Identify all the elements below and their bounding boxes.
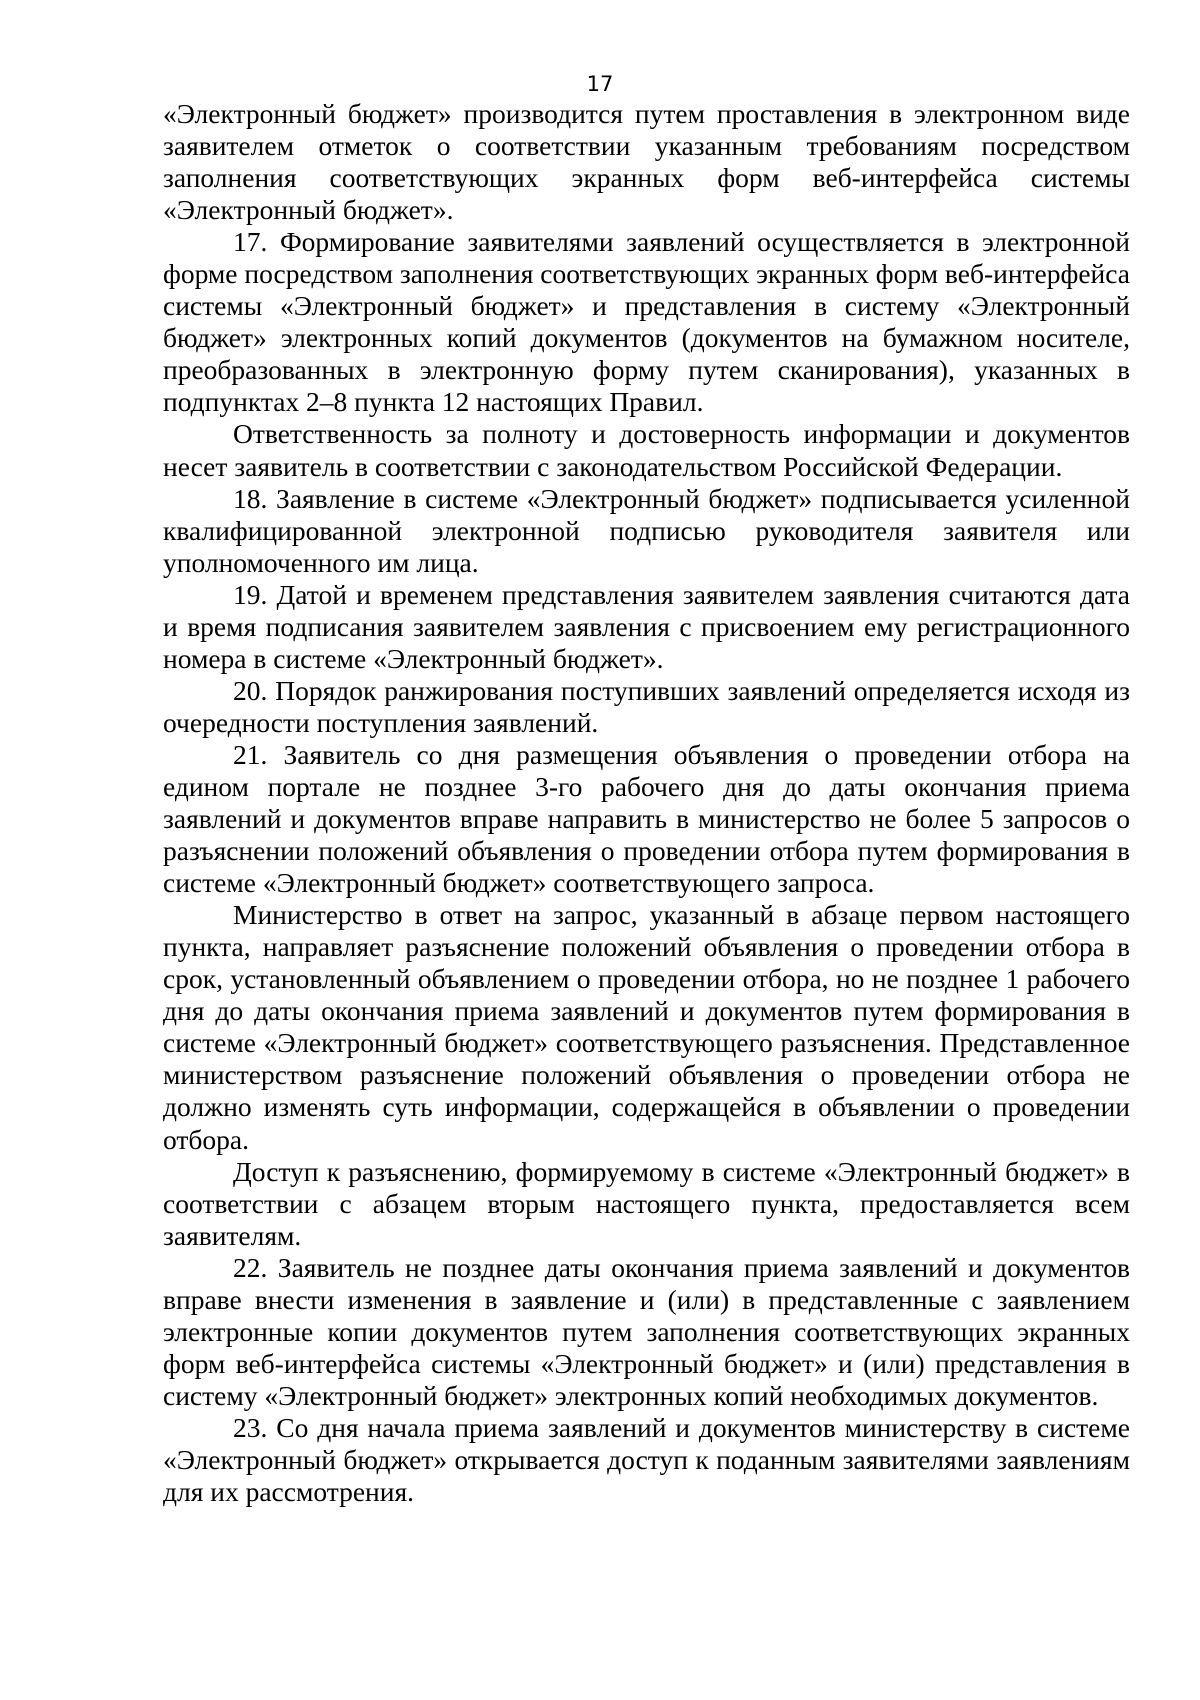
paragraph-ministry-response: Министерство в ответ на запрос, указанный в абзаце первом настоящего пункта, направляет разъяснение положений объявления о проведении отбора в срок, установленный объявлением о проведении отбора, но не позднее 1 рабочего дня до даты окончания приема заявлений и документов путем формирования в системе «Электронный бюджет» соответствующего разъяснения. Представленное министерством разъяснение положений объявления о проведении отбора не должно изменять суть информации, содержащейся в объявлении о проведении отбора. [163, 899, 1130, 1155]
paragraph-item-23: 23. Со дня начала приема заявлений и документов министерству в системе «Электронный бюджет» открывается доступ к поданным заявителями заявлениям для их рассмотрения. [163, 1411, 1130, 1508]
paragraph-item-21: 21. Заявитель со дня размещения объявления о проведении отбора на едином портале не позднее 3-го рабочего дня до даты окончания приема заявлений и документов вправе направить в министерство не более 5 запросов о разъяснении положений объявления о проведении отбора путем формирования в системе «Электронный бюджет» соответствующего запроса. [163, 738, 1130, 899]
paragraph-continuation: «Электронный бюджет» производится путем проставления в электронном виде заявителем отметок о соответствии указанным требованиям посредством заполнения соответствующих экранных форм веб-интерфейса системы «Электронный бюджет». [163, 98, 1130, 226]
paragraph-item-17: 17. Формирование заявителями заявлений осуществляется в электронной форме посредством заполнения соответствующих экранных форм веб-интерфейса системы «Электронный бюджет» и представления в систему «Электронный бюджет» электронных копий документов (документов на бумажном носителе, преобразованных в электронную форму путем сканирования), указанных в подпунктах 2–8 пункта 12 настоящих Правил. [163, 226, 1130, 418]
paragraph-item-18: 18. Заявление в системе «Электронный бюджет» подписывается усиленной квалифицированной электронной подписью руководителя заявителя или уполномоченного им лица. [163, 482, 1130, 578]
paragraph-access-clarification: Доступ к разъяснению, формируемому в системе «Электронный бюджет» в соответствии с абзацем вторым настоящего пункта, предоставляется всем заявителям. [163, 1155, 1130, 1251]
page-number: 17 [586, 72, 614, 96]
paragraph-item-19: 19. Датой и временем представления заявителем заявления считаются дата и время подписания заявителем заявления с присвоением ему регистрационного номера в системе «Электронный бюджет». [163, 578, 1130, 674]
document-body [163, 98, 1130, 1508]
paragraph-responsibility: Ответственность за полноту и достоверность информации и документов несет заявитель в соответствии с законодательством Российской Федерации. [163, 418, 1130, 482]
paragraph-item-20: 20. Порядок ранжирования поступивших заявлений определяется исходя из очередности поступления заявлений. [163, 674, 1130, 738]
paragraph-item-22: 22. Заявитель не позднее даты окончания приема заявлений и документов вправе внести изменения в заявление и (или) в представленные с заявлением электронные копии документов путем заполнения соответствующих экранных форм веб-интерфейса системы «Электронный бюджет» и (или) представления в систему «Электронный бюджет» электронных копий необходимых документов. [163, 1251, 1130, 1411]
